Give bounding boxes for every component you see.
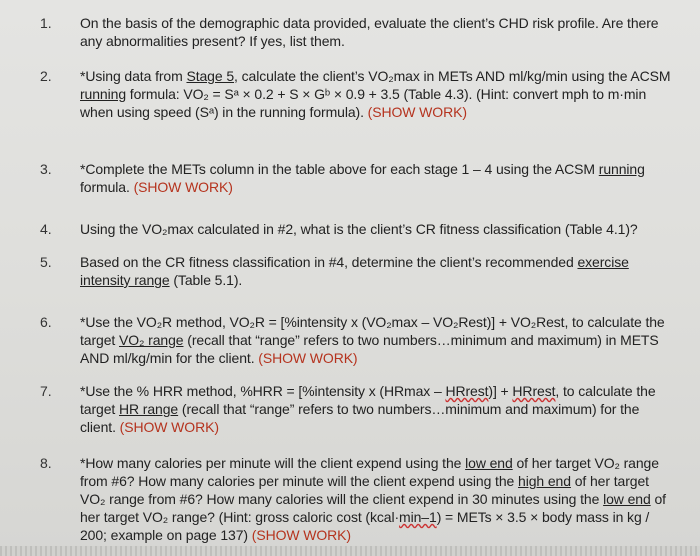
show-work-note: (SHOW WORK) [258, 350, 358, 366]
question-number: 5. [40, 254, 52, 270]
underlined-term: low end [465, 455, 513, 471]
underlined-term: high end [518, 473, 571, 489]
underlined-term: low end [603, 491, 651, 507]
underlined-term: running [80, 86, 127, 102]
question-number: 8. [40, 455, 52, 471]
question-text: *Use the VO₂R method, VO₂R = [%intensity x (VO₂max – VO₂Rest)] + VO₂Rest, to calculate the target VO₂ range (recall that “range” refers to two numbers…minimum and maximum) in METS AND ml/kg/min for the client. (SHOW WORK) [80, 314, 665, 366]
underlined-term: exercise intensity range [80, 254, 629, 288]
question-number: 6. [40, 314, 52, 330]
question-number: 3. [40, 161, 52, 177]
question-number: 7. [40, 383, 52, 399]
question-number: 4. [40, 221, 52, 237]
underlined-term: Stage 5 [186, 68, 235, 84]
question-text: Using the VO₂max calculated in #2, what is the client’s CR fitness classification (Table 4.1)? [80, 221, 638, 237]
underlined-term: running [598, 161, 645, 177]
show-work-note: (SHOW WORK) [367, 104, 467, 120]
question-text: *Complete the METs column in the table above for each stage 1 – 4 using the ACSM running formula. (SHOW WORK) [80, 161, 645, 195]
show-work-note: (SHOW WORK) [251, 527, 351, 543]
show-work-note: (SHOW WORK) [119, 419, 219, 435]
question-number: 2. [40, 68, 52, 84]
underlined-term: HR range [119, 401, 179, 417]
page-bottom-edge [0, 546, 700, 556]
show-work-note: (SHOW WORK) [133, 179, 233, 195]
underlined-term: min–1 [399, 509, 437, 525]
question-text: *How many calories per minute will the client expend using the low end of her target VO₂ range from #6? How many calories per minute will the client expend using the high end of her target VO₂ range from #6? How many calories will the client expend in 30 minutes using the low end of her target VO₂ range? (Hint: gross caloric cost (kcal·min–1) = METs × 3.5 × body mass in kg / 200; example on page 137) (SHOW WORK) [80, 455, 666, 543]
underlined-term: HRrest [512, 383, 556, 399]
underlined-term: VO₂ range [119, 332, 184, 348]
question-text: Based on the CR fitness classification in #4, determine the client’s recommended exercise intensity range (Table 5.1). [80, 254, 629, 288]
question-text: *Use the % HRR method, %HRR = [%intensity x (HRmax – HRrest)] + HRrest, to calculate the target HR range (recall that “range” refers to two numbers…minimum and maximum) for the client. (SHOW WORK) [80, 383, 656, 435]
question-text: On the basis of the demographic data provided, evaluate the client’s CHD risk profile. Are there any abnormalities present? If yes, list them. [80, 15, 659, 49]
question-text: *Using data from Stage 5, calculate the client’s VO₂max in METs AND ml/kg/min using the ACSM running formula: VO₂ = Sᵃ × 0.2 + S × Gᵇ × 0.9 + 3.5 (Table 4.3). (Hint: convert mph to m·min when using speed (Sᵃ) in the running formula). (SHOW WORK) [80, 68, 671, 120]
question-number: 1. [40, 15, 52, 31]
underlined-term: HRrest [445, 383, 489, 399]
